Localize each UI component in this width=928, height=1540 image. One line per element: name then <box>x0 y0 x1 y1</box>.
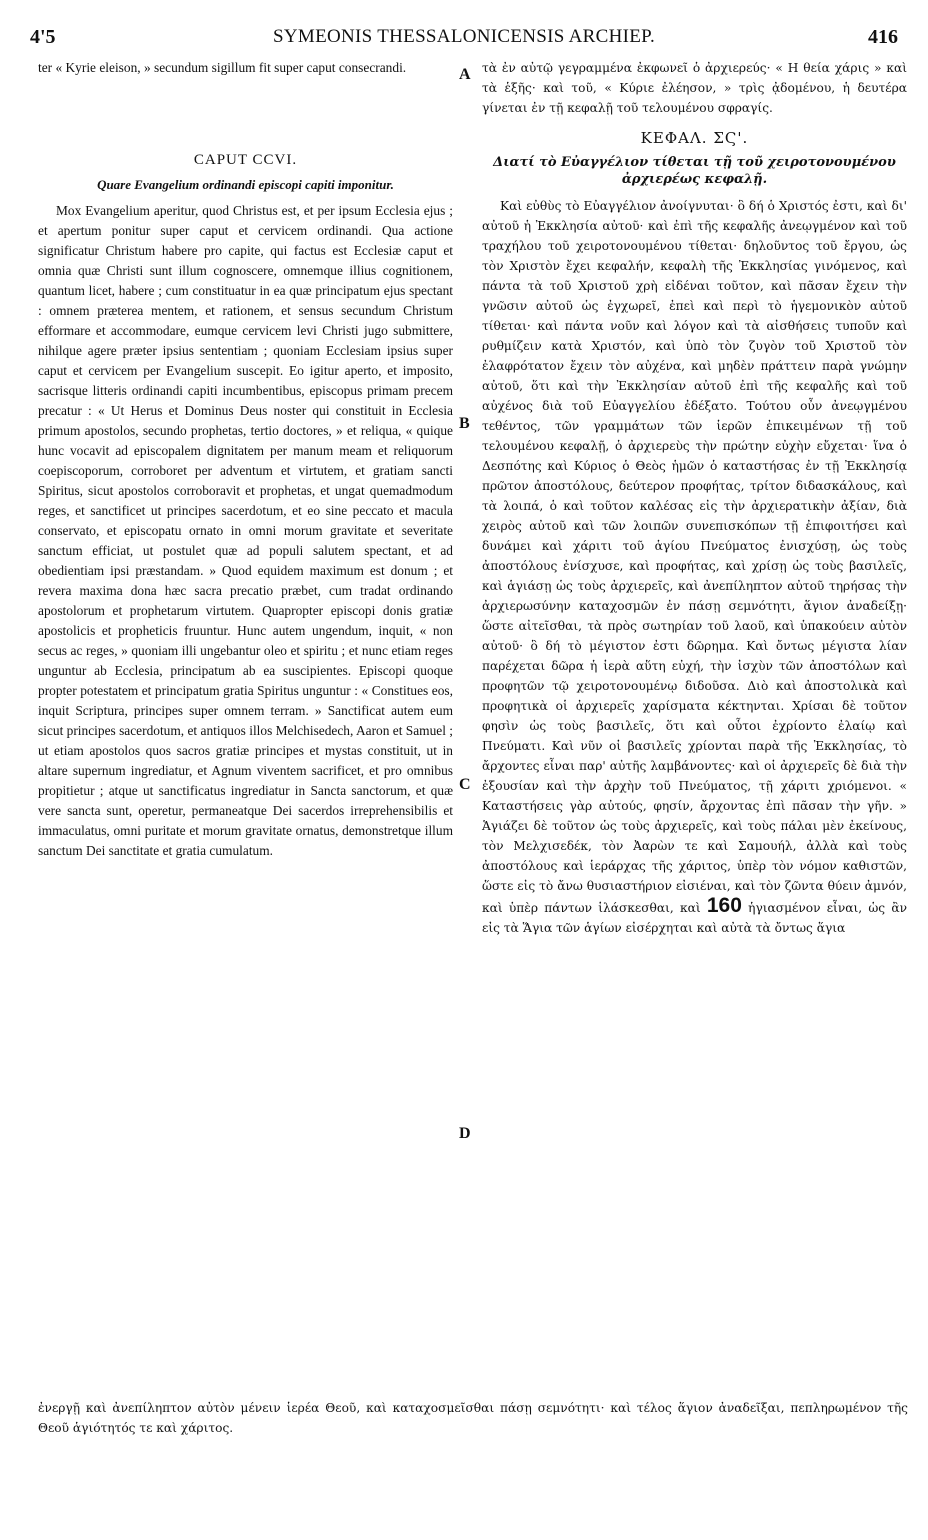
margin-letter-c: C <box>459 776 471 793</box>
page-number-right: 416 <box>868 26 898 48</box>
latin-column <box>38 58 453 861</box>
running-header <box>30 22 898 52</box>
latin-intro: ter « Kyrie eleison, » secundum sigillum fit super caput consecrandi. <box>38 60 407 75</box>
running-title: SYMEONIS THESSALONICENSIS ARCHIEP. <box>273 26 655 47</box>
footer-greek-line: ἐνεργῇ καὶ ἀνεπίληπτον αὐτὸν μένειν ἱερέα Θεοῦ, καὶ καταχοσμεῖσθαι πάσῃ σεμνότητι· καὶ τέλος ἅγιον ἀναδεῖξαι, πεπληρωμένον τῆς Θεοῦ ἁγιότητός τε καὶ χάριτος. <box>38 1401 908 1435</box>
margin-letter-a: A <box>459 66 471 83</box>
page-number-left: 4'5 <box>30 26 56 48</box>
greek-body <box>482 196 907 938</box>
greek-body-text-end: ἡγιασμένον εἶναι, ὡς ἂν εἰς τὰ Ἅγια τῶν ἁγίων εἰσέρχηται καὶ αὐτὰ τὰ ὄντως ἅγια <box>482 901 907 935</box>
margin-letter-d: D <box>459 1125 471 1142</box>
greek-chapter-subtitle: Διατί τὸ Εὐαγγέλιον τίθεται τῇ τοῦ χειροτονουμένου ἀρχιερέως κεφαλῇ. <box>493 155 896 187</box>
latin-body: Mox Evangelium aperitur, quod Christus est, et per ipsum Ecclesia ejus ; et apertum ponitur super caput et cervicem ordinandi. Qua actione significatur Christum habere pro capite, qui factus est Ecclesiæ caput et omnia quæ Christi sunt illum cognoscere, omnemque illius cognitionem, quantum licet, habere ; cum constituatur in ea quæ principatum ejus spectant : omnem præterea mentem, et rationem, et sensus secundum Christum efformare et accommodare, eumque cervicem levi Christi jugo submittere, nihilque agere præter ipsius sententiam ; quoniam Ecclesiam ipsius super caput et cervicem per Evangelium suscepit. Eo igitur aperto, et imposito, sacrisque litteris ordinandi capiti incumbentibus, episcopus primam precem precatur : « Ut Herus et Dominus Deus noster qui constituit in Ecclesia primum apostolos, secundo prophetas, tertio doctores, » et reliqua, « quique hunc vocavit ad episcopalem dignitatem per manum meam et reliquorum coepiscoporum, corroboret per adventum et virtutem, et gratiam sancti Spiritus, sicut apostolos corroboravit et prophetas, et ungat quemadmodum reges, et sanctificet ut principes sacerdotum, et eo sine peccato et macula conservato, et episcopatu ornato in omni morum gravitate et severitate sanctum efficiat, ut postulet quæ ad populi salutem spectant, et ad obedientiam ipsi præstandam. » Quod equidem maximum est donum ; et revera maxima dona hæc sacra precatio præbet, cum tradat ordinando apostolorum et prophetarum virtutem. Quapropter episcopi donis gratiæ apostolicis et propheticis fruuntur. Hunc autem ungendum, inquit, « non secus ac reges, » quoniam illi ungebantur oleo et spiritu ; et nunc etiam reges unguntur ab Ecclesia, principatum ab ea suscipientes. Episcopi quoque propter potestatem et principatum gratia Spiritus unguntur : « Constitues eos, inquit Scriptura, principes super omnem terram. » Sanctificat autem eum sicut principes sacerdotum, et antiquos illos Melchisedech, Aaron et Samuel ; ut etiam apostolos quos sacros gratiæ principes et mystas constituit, ut in altare supernum ingrediatur, et Agnum viventem sacrificet, et pro omnibus propitietur ; atque ut sanctificatus ingrediatur in Sancta sanctorum, et quæ vere sancta sunt, operetur, permaneatque Dei sacerdos irreprehensibilis et immaculatus, omni puritate et morum gravitate ornatus, demonstretque illum sanctum Dei sanctitate et gratia cumulatum. <box>38 203 454 858</box>
margin-letter-b: B <box>459 415 470 432</box>
greek-intro: τὰ ἐν αὐτῷ γεγραμμένα ἐκφωνεῖ ὁ ἀρχιερεύς· « Η θεία χάρις » καὶ τὰ ἑξῆς· καὶ τοῦ, « Κύριε ἐλέησον, » τρὶς ᾀδομένου, ἡ δευτέρα γίνεται ἐν τῇ κεφαλῇ τοῦ τελουμένου σφραγίς. <box>482 61 907 115</box>
column-page-badge: 160 <box>706 894 742 917</box>
latin-chapter-subtitle: Quare Evangelium ordinandi episcopi capiti imponitur. <box>97 177 394 192</box>
latin-chapter-title: CAPUT CCVI. <box>193 152 298 168</box>
greek-chapter-title: ΚΕΦΑΛ. ΣϚ'. <box>640 129 749 147</box>
greek-body-text: Καὶ εὐθὺς τὸ Εὐαγγέλιον ἀνοίγνυται· ὃ δή ὁ Χριστός ἐστι, καὶ δι' αὐτοῦ ἡ Ἐκκλησία αὐτοῦ· καὶ ἐπὶ τῆς κεφαλῆς ἀνεῳγμένον καὶ τοῦ τραχήλου τοῦ χειροτονουμένου τίθεται· δηλοῦντος τοῦ ἔργου, ὡς τὸν Χριστὸν ἔχει κεφαλήν, κεφαλὴ τῆς Ἐκκλησίας γινόμενος, καὶ πάντα τὰ τοῦ Χριστοῦ χρὴ εἰδέναι τοῦτον, καὶ πᾶσαν ἔχειν τὴν γνῶσιν αὐτοῦ ὡς ἐγχωρεῖ, ἐπεὶ καὶ περὶ τὸ ἡγεμονικὸν αὐτοῦ τίθεται· καὶ πάντα νοῦν καὶ λόγον καὶ τὰ αἰσθήσεις τυποῦν καὶ ρυθμίζειν κατὰ Χριστόν, καὶ ὑπὸ τὸν ζυγὸν τοῦ Χριστοῦ τὸν ἐλαφρότατον ἔχειν τὸν αὐχένα, καὶ μηδὲν πράττειν παρὰ γνώμην αὐτοῦ, ὅτι καὶ τὴν Ἐκκλησίαν αὐτοῦ ἐπὶ τῆς κεφαλῆς καὶ τοῦ αὐχένος διὰ τοῦ Εὐαγγελίου ἐδέξατο. Τούτου οὖν ἀνεῳγμένου τεθέντος, τῶν γραμμάτων τῶν ἱερῶν ἐπικειμένων τῇ τοῦ τελουμένου κεφαλῇ, ὁ ἀρχιερεὺς τὴν πρώτην εὐχὴν εὔχεται· ἵνα ὁ Δεσπότης καὶ Κύριος ὁ Θεὸς ἡμῶν ὁ καταστήσας ἐν τῇ Ἐκκλησίᾳ πρῶτον ἀποστόλους, δεύτερον προφήτας, τρίτον διδασκάλους, καὶ τὰ λοιπά, ὁ καὶ τοῦτον καλέσας εἰς τὴν ἀρχιερατικὴν ἀξίαν, διὰ χειρὸς αὐτοῦ καὶ τῶν λοιπῶν συνεπισκόπων τῇ ἐπιφοιτήσει καὶ δυνάμει καὶ χάριτι τοῦ ἁγίου Πνεύματος ἐνισχύσῃ, ὡς τοὺς ἀποστόλους ἐνίσχυσε, καὶ προφήτας, καὶ χρίσῃ ὡς τοὺς βασιλεῖς, καὶ ἁγιάσῃ ὡς τοὺς ἀρχιερεῖς, καὶ ἀνεπίληπτον αὐτοῦ τηρήσας τὴν ἀρχιερωσύνην καταχοσμῶν ἐν πάσῃ σεμνότητι, ἅγιον ἀναδείξῃ· ὥστε αἰτεῖσθαι, τὰ πρὸς σωτηρίαν τοῦ λαοῦ, καὶ ὑπακούειν αὐτὸν αὐτοῦ· ὃ δή τὸ μέγιστον ἐστι δῶρημα. Καὶ ὄντως μέγιστα λίαν παρέχεται δῶρα ἡ ἱερὰ αὕτη εὐχή, τὴν ἰσχὺν τῶν ἀποστόλων καὶ προφητῶν τῷ χειροτονουμένῳ διδοῦσα. Διὸ καὶ ἀποστολικὰ καὶ προφητικὰ οἱ ἀρχιερεῖς χαρίσματα κέκτηνται. Χρίσαι δὲ τοῦτον φησὶν ὡς τοὺς βασιλεῖς, ὅτι καὶ οὗτοι ἐχρίοντο ἐλαίῳ καὶ Πνεύματι. Καὶ νῦν οἱ βασιλεῖς χρίονται παρὰ τῆς Ἐκκλησίας, τὸ ἄρχοντες εἶναι παρ' αὐτῆς λαμβάνοντες· καὶ οἱ ἀρχιερεῖς δὲ διὰ τὴν ἐξουσίαν καὶ τὴν ἀρχὴν τοῦ Πνεύματος, τῇ χάριτι χριόμενοι. « Καταστήσεις γὰρ αὐτούς, φησίν, ἄρχοντας ἐπὶ πᾶσαν τὴν γῆν. » Ἁγιάζει δὲ τοῦτον ὡς τοὺς ἀρχιερεῖς, καὶ τοὺς πάλαι μὲν ἐκείνους, τὸν Μελχισεδέκ, τὸν Ἀαρὼν τε καὶ Σαμουήλ, ἀλλὰ καὶ τοὺς ἀποστόλους καὶ ἱεράρχας τῆς χάριτος, ὑπὲρ τὸν νόμον καθιστῶν, ὥστε εἰς τὸ ἄνω θυσιαστήριον εἰσιέναι, καὶ τὸν ζῶντα θύειν ἀμνόν, καὶ ὑπὲρ πάντων ἱλάσκεσθαι, καὶ <box>482 199 907 915</box>
greek-column <box>482 58 907 938</box>
